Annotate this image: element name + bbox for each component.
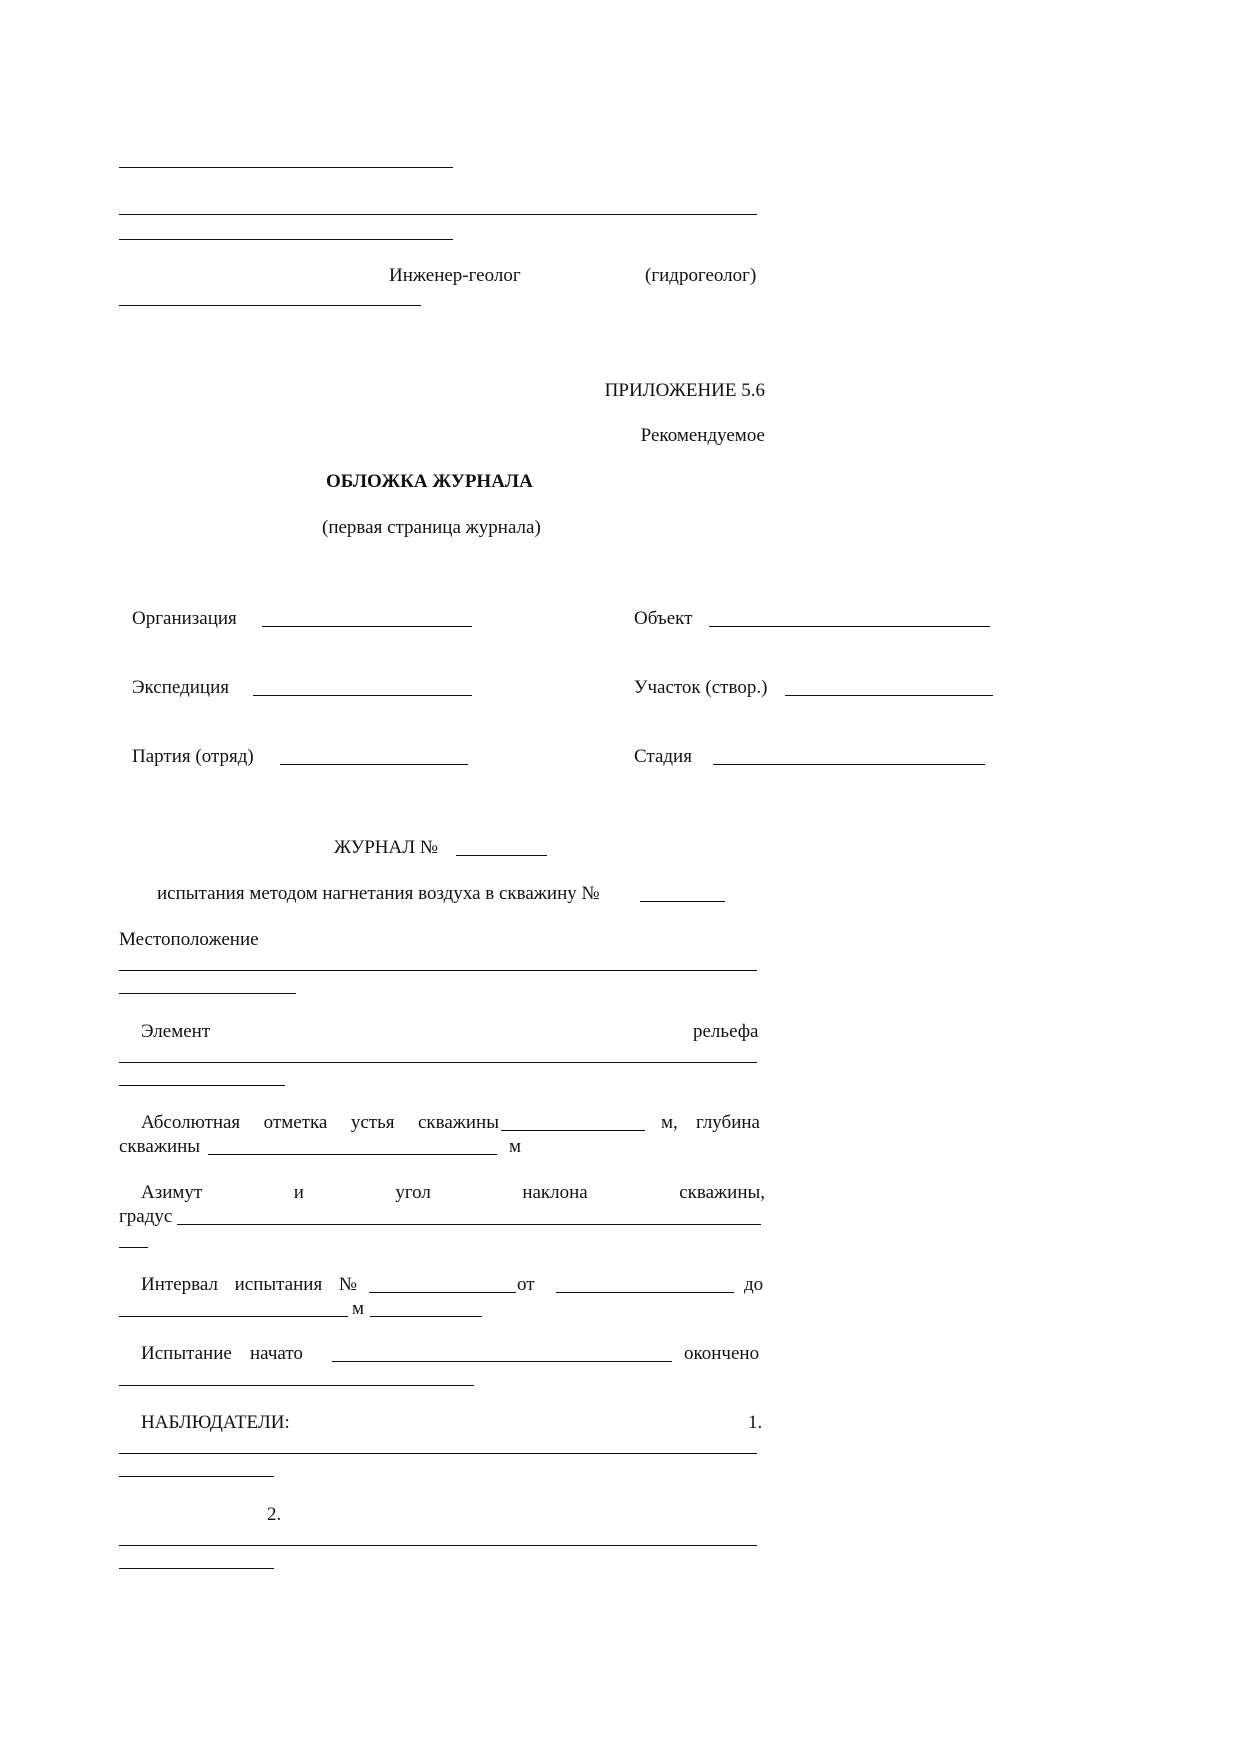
test-word: испытания bbox=[234, 1274, 323, 1295]
interval-unit: м bbox=[352, 1298, 365, 1319]
test-end-field[interactable] bbox=[119, 1385, 474, 1386]
well-word: скважины bbox=[417, 1112, 499, 1133]
interval-number-field[interactable] bbox=[369, 1292, 516, 1293]
relief-field[interactable] bbox=[119, 1062, 757, 1063]
journal-number-label: ЖУРНАЛ № bbox=[334, 837, 438, 858]
absolute-word: Абсолютная bbox=[141, 1112, 241, 1133]
blank-line bbox=[119, 214, 757, 215]
stage-label: Стадия bbox=[634, 746, 692, 767]
azimuth-label bbox=[141, 1183, 765, 1202]
number-sign: № bbox=[338, 1274, 357, 1295]
object-field[interactable] bbox=[709, 626, 990, 627]
mouth-word: устья bbox=[350, 1112, 395, 1133]
wells-word: скважины, bbox=[679, 1182, 765, 1203]
relief-element-label: Элемент bbox=[141, 1021, 211, 1042]
observer-1-number: 1. bbox=[748, 1412, 763, 1433]
organization-label: Организация bbox=[132, 608, 237, 629]
azimuth-field[interactable] bbox=[177, 1224, 761, 1225]
location-field-continued[interactable] bbox=[119, 993, 296, 994]
signature-line bbox=[119, 305, 421, 306]
azimuth-word: Азимут bbox=[141, 1182, 203, 1203]
interval-from-label: от bbox=[517, 1274, 535, 1295]
observer-2-field[interactable] bbox=[119, 1545, 757, 1546]
mark-word: отметка bbox=[263, 1112, 328, 1133]
location-field[interactable] bbox=[119, 970, 757, 971]
appendix-number: ПРИЛОЖЕНИЕ 5.6 bbox=[604, 380, 765, 401]
interval-to-field[interactable] bbox=[119, 1316, 348, 1317]
degree-label: градус bbox=[119, 1206, 173, 1227]
absolute-mark-unit: м, bbox=[661, 1112, 678, 1133]
interval-unit-field[interactable] bbox=[370, 1316, 482, 1317]
engineer-label: Инженер-геолог bbox=[389, 265, 521, 286]
stage-field[interactable] bbox=[713, 764, 985, 765]
test-word-start: Испытание bbox=[141, 1343, 232, 1364]
interval-from-field[interactable] bbox=[556, 1292, 734, 1293]
organization-field[interactable] bbox=[262, 626, 472, 627]
azimuth-field-continued[interactable] bbox=[119, 1247, 148, 1248]
document-title: ОБЛОЖКА ЖУРНАЛА bbox=[326, 471, 533, 492]
test-description: испытания методом нагнетания воздуха в скважину № bbox=[157, 883, 600, 904]
relief-field-continued[interactable] bbox=[119, 1085, 285, 1086]
observer-1-field[interactable] bbox=[119, 1453, 757, 1454]
blank-line bbox=[119, 239, 453, 240]
observers-label: НАБЛЮДАТЕЛИ: bbox=[141, 1412, 290, 1433]
journal-number-field[interactable] bbox=[456, 855, 547, 856]
finished-label: окончено bbox=[684, 1343, 760, 1364]
depth-field[interactable] bbox=[208, 1154, 497, 1155]
recommended-label: Рекомендуемое bbox=[640, 425, 765, 446]
absolute-mark-field[interactable] bbox=[501, 1130, 645, 1131]
section-field[interactable] bbox=[785, 695, 993, 696]
interval-label bbox=[141, 1275, 357, 1294]
angle-word: угол bbox=[395, 1182, 431, 1203]
blank-line bbox=[119, 167, 453, 168]
observer-2-number: 2. bbox=[267, 1504, 282, 1525]
depth-label: глубина bbox=[696, 1112, 760, 1133]
and-word: и bbox=[293, 1182, 304, 1203]
depth-unit: м bbox=[509, 1136, 522, 1157]
party-label: Партия (отряд) bbox=[132, 746, 254, 767]
document-subtitle: (первая страница журнала) bbox=[322, 517, 541, 538]
well-label: скважины bbox=[119, 1136, 201, 1157]
observer-2-field-continued[interactable] bbox=[119, 1568, 274, 1569]
well-number-field[interactable] bbox=[640, 901, 725, 902]
absolute-mark-label bbox=[141, 1113, 499, 1132]
section-label: Участок (створ.) bbox=[634, 677, 768, 698]
test-start-field[interactable] bbox=[332, 1361, 672, 1362]
interval-word: Интервал bbox=[141, 1274, 218, 1295]
interval-to-label: до bbox=[744, 1274, 764, 1295]
relief-label: рельефа bbox=[693, 1021, 759, 1042]
hydrogeologist-label: (гидрогеолог) bbox=[645, 265, 757, 286]
observer-1-field-continued[interactable] bbox=[119, 1476, 274, 1477]
expedition-field[interactable] bbox=[253, 695, 472, 696]
location-label: Местоположение bbox=[119, 929, 259, 950]
object-label: Объект bbox=[634, 608, 693, 629]
expedition-label: Экспедиция bbox=[132, 677, 229, 698]
started-label: начато bbox=[250, 1343, 303, 1364]
inclination-word: наклона bbox=[522, 1182, 588, 1203]
party-field[interactable] bbox=[280, 764, 468, 765]
